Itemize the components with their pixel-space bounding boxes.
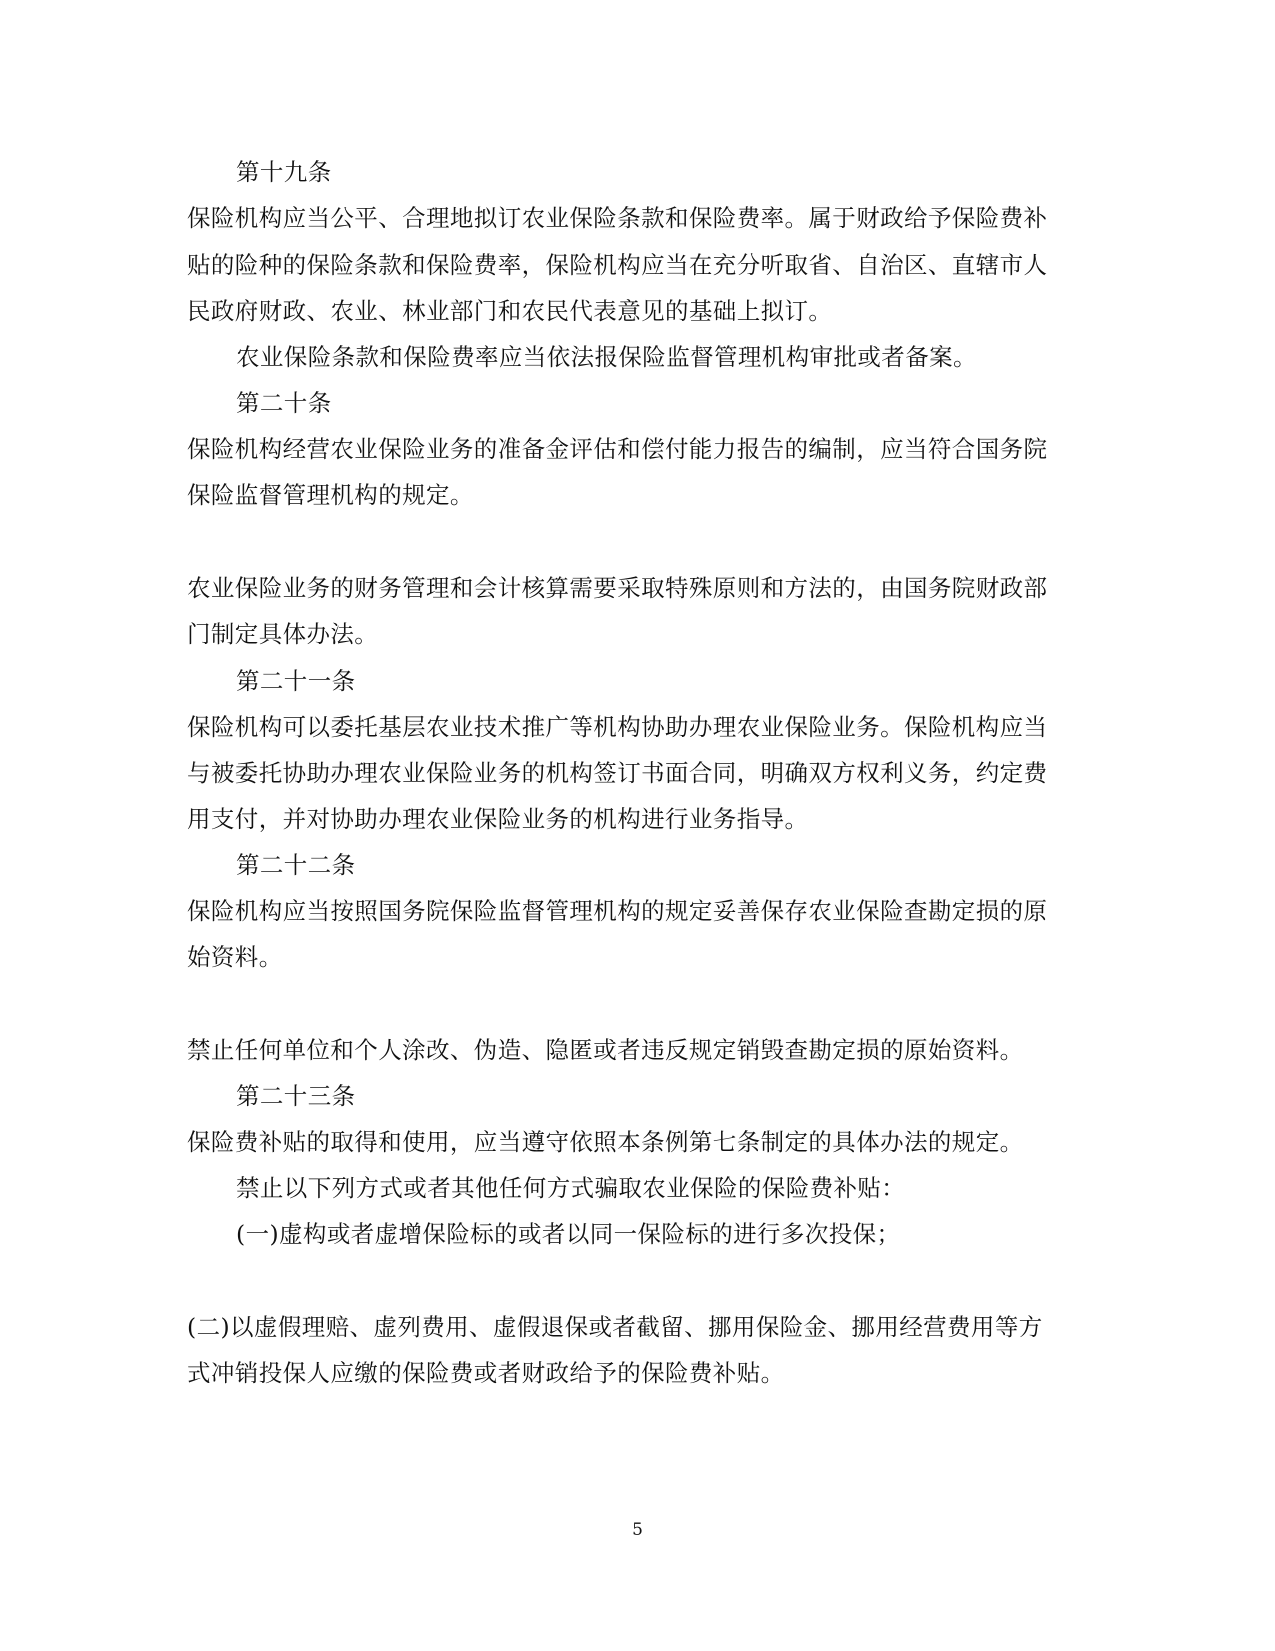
paragraph-line: 农业保险业务的财务管理和会计核算需要采取特殊原则和方法的，由国务院财政部 [187,574,1048,602]
paragraph-line: 始资料。 [187,943,283,971]
article-heading-19: 第十九条 [236,158,332,186]
paragraph-line: 民政府财政、农业、林业部门和农民代表意见的基础上拟订。 [187,297,833,325]
paragraph-line: 禁止以下列方式或者其他任何方式骗取农业保险的保险费补贴： [236,1174,906,1202]
article-heading-20: 第二十条 [236,389,332,417]
paragraph-line: 与被委托协助办理农业保险业务的机构签订书面合同，明确双方权利义务，约定费 [187,759,1048,787]
list-item-2: (二)以虚假理赔、虚列费用、虚假退保或者截留、挪用保险金、挪用经营费用等方 [187,1313,1043,1341]
article-heading-21: 第二十一条 [236,667,356,695]
article-heading-23: 第二十三条 [236,1082,356,1110]
paragraph-line: 保险机构应当公平、合理地拟订农业保险条款和保险费率。属于财政给予保险费补 [187,204,1048,232]
paragraph-line: 保险机构可以委托基层农业技术推广等机构协助办理农业保险业务。保险机构应当 [187,713,1048,741]
list-item-1: (一)虚构或者虚增保险标的或者以同一保险标的进行多次投保； [236,1220,901,1248]
paragraph-line: 门制定具体办法。 [187,620,379,648]
paragraph-line: 保险费补贴的取得和使用，应当遵守依照本条例第七条制定的具体办法的规定。 [187,1128,1024,1156]
paragraph-line: 用支付，并对协助办理农业保险业务的机构进行业务指导。 [187,805,809,833]
paragraph-line: 式冲销投保人应缴的保险费或者财政给予的保险费补贴。 [187,1359,785,1387]
paragraph-line: 保险监督管理机构的规定。 [187,481,474,509]
paragraph-line: 贴的险种的保险条款和保险费率，保险机构应当在充分听取省、自治区、直辖市人 [187,251,1048,279]
paragraph-line: 保险机构经营农业保险业务的准备金评估和偿付能力报告的编制，应当符合国务院 [187,435,1048,463]
page-number: 5 [632,1520,643,1540]
paragraph-line: 农业保险条款和保险费率应当依法报保险监督管理机构审批或者备案。 [236,343,977,371]
paragraph-line: 保险机构应当按照国务院保险监督管理机构的规定妥善保存农业保险查勘定损的原 [187,897,1048,925]
article-heading-22: 第二十二条 [236,851,356,879]
paragraph-line: 禁止任何单位和个人涂改、伪造、隐匿或者违反规定销毁查勘定损的原始资料。 [187,1036,1024,1064]
